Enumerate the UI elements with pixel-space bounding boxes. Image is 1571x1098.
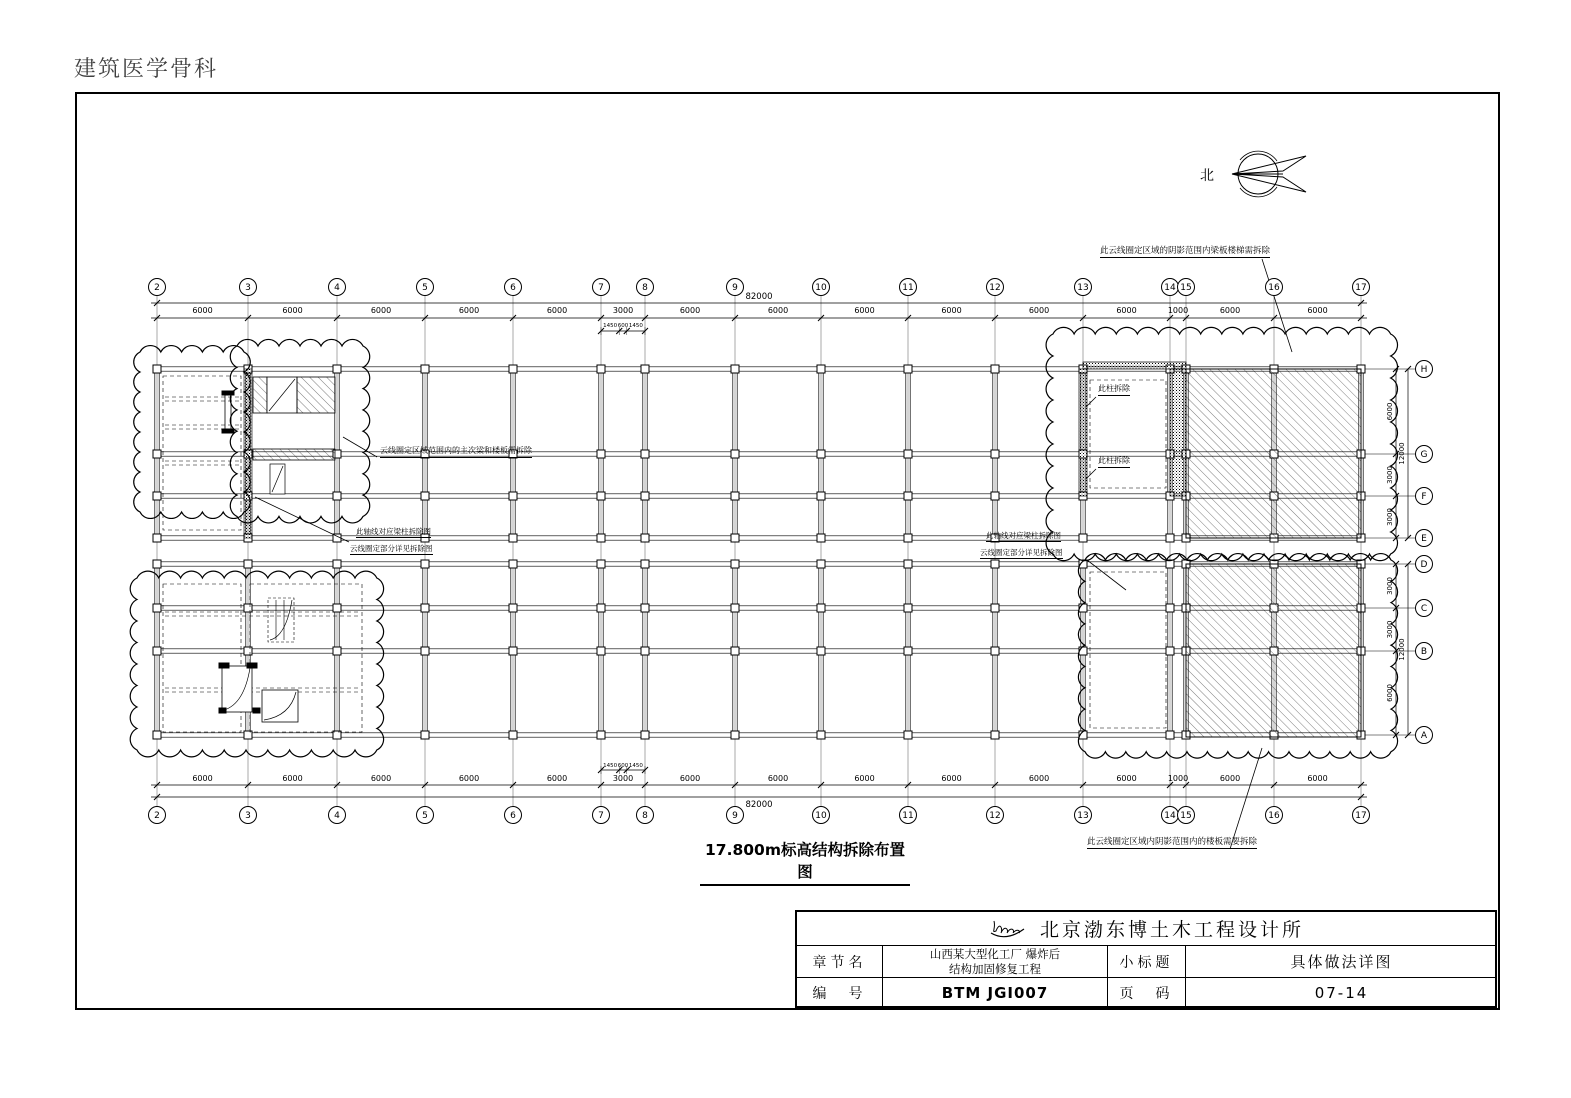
- drawing-title: 17.800m标高结构拆除布置图: [700, 838, 910, 886]
- svg-text:6: 6: [510, 283, 516, 293]
- svg-text:6000: 6000: [679, 774, 701, 783]
- dimensions-and-axis-bubbles: [149, 279, 1433, 824]
- svg-text:6000: 6000: [1219, 306, 1241, 315]
- svg-text:6000: 6000: [1386, 402, 1394, 421]
- svg-text:13: 13: [1077, 811, 1089, 821]
- annotation-pair-right-line1: 此轴线对应梁柱拆除图: [986, 532, 1061, 542]
- svg-text:6000: 6000: [1307, 774, 1328, 783]
- chapter-label: 章节名: [797, 946, 882, 978]
- svg-text:6000: 6000: [370, 306, 392, 315]
- svg-text:6000: 6000: [282, 774, 303, 783]
- svg-text:3000: 3000: [1386, 577, 1394, 595]
- sheet-header-text: 建筑医学骨科: [74, 57, 219, 82]
- svg-text:6000: 6000: [192, 306, 213, 315]
- svg-text:6000: 6000: [1116, 774, 1137, 783]
- svg-text:8: 8: [642, 283, 648, 293]
- svg-text:B: B: [1420, 647, 1428, 657]
- svg-text:7: 7: [598, 811, 604, 821]
- svg-text:8: 8: [642, 811, 648, 821]
- annotation-column-demolish-1: 此柱拆除: [1098, 385, 1130, 396]
- annotation-column-demolish-2: 此柱拆除: [1098, 457, 1130, 468]
- company-logo: [988, 917, 1030, 941]
- svg-text:7: 7: [598, 283, 604, 293]
- number-label: 编 号: [812, 986, 867, 1002]
- svg-text:G: G: [1420, 450, 1428, 460]
- svg-text:3000: 3000: [1386, 466, 1394, 484]
- svg-text:6000: 6000: [282, 306, 303, 315]
- svg-text:A: A: [1420, 731, 1428, 741]
- svg-text:2: 2: [154, 811, 160, 821]
- svg-text:12: 12: [989, 283, 1001, 293]
- annotation-mid-left: 云线圈定区域范围内的主次梁和楼板需拆除: [380, 447, 532, 458]
- svg-text:10: 10: [815, 283, 827, 293]
- company-name: 北京渤东博土木工程设计所: [1039, 919, 1304, 941]
- svg-text:16: 16: [1268, 283, 1280, 293]
- title-block-company-row: [797, 912, 1495, 946]
- svg-text:3000: 3000: [1386, 620, 1394, 639]
- north-arrow-icon: [1232, 151, 1306, 197]
- svg-text:15: 15: [1180, 283, 1192, 293]
- svg-text:H: H: [1420, 365, 1428, 375]
- svg-text:1450: 1450: [628, 323, 643, 329]
- svg-text:3: 3: [245, 811, 251, 821]
- annotation-top-right: 此云线圈定区域的阴影范围内梁板楼梯需拆除: [1100, 247, 1270, 258]
- svg-text:6000: 6000: [854, 306, 875, 315]
- svg-text:1450: 1450: [603, 323, 618, 329]
- subtitle-label: 小标题: [1107, 946, 1185, 978]
- svg-text:12: 12: [989, 811, 1001, 821]
- svg-text:6000: 6000: [679, 306, 701, 315]
- svg-text:5: 5: [422, 811, 428, 821]
- svg-text:12000: 12000: [1398, 638, 1406, 661]
- svg-text:3000: 3000: [1386, 508, 1394, 526]
- svg-text:17: 17: [1355, 283, 1367, 293]
- svg-text:6000: 6000: [1028, 306, 1050, 315]
- subtitle-value: 具体做法详图: [1185, 946, 1497, 978]
- svg-text:6000: 6000: [1307, 306, 1328, 315]
- svg-text:11: 11: [902, 283, 914, 293]
- svg-text:6000: 6000: [370, 774, 392, 783]
- svg-text:6000: 6000: [192, 774, 213, 783]
- svg-text:1450: 1450: [603, 763, 618, 769]
- svg-text:9: 9: [732, 811, 738, 821]
- svg-text:6000: 6000: [941, 774, 962, 783]
- svg-text:6000: 6000: [767, 774, 789, 783]
- number-value: BTM JGI007: [882, 978, 1107, 1008]
- svg-text:4: 4: [334, 811, 340, 821]
- svg-text:6000: 6000: [1116, 306, 1137, 315]
- svg-text:E: E: [1421, 534, 1427, 544]
- svg-text:16: 16: [1268, 811, 1280, 821]
- page-value: 07-14: [1185, 978, 1497, 1008]
- svg-text:6000: 6000: [1386, 684, 1394, 702]
- svg-text:2: 2: [154, 283, 160, 293]
- project-name-line1: 山西某大型化工厂 爆炸后: [929, 947, 1061, 962]
- project-name: [882, 946, 1107, 978]
- svg-text:12000: 12000: [1398, 442, 1406, 465]
- svg-text:6000: 6000: [1219, 774, 1241, 783]
- svg-text:6000: 6000: [1028, 774, 1050, 783]
- svg-text:6000: 6000: [546, 774, 568, 783]
- svg-text:14: 14: [1164, 811, 1176, 821]
- svg-text:5: 5: [422, 283, 428, 293]
- svg-text:82000: 82000: [745, 800, 773, 810]
- project-name-line2: 结构加固修复工程: [949, 961, 1041, 976]
- svg-text:C: C: [1420, 604, 1428, 614]
- svg-text:3: 3: [245, 283, 251, 293]
- svg-text:4: 4: [334, 283, 340, 293]
- annotation-bottom-right: 此云线圈定区域内阴影范围内的楼板需要拆除: [1087, 838, 1257, 849]
- svg-text:600: 600: [617, 323, 629, 329]
- north-label: 北: [1200, 168, 1214, 184]
- svg-text:1000: 1000: [1167, 306, 1189, 315]
- svg-text:6000: 6000: [941, 306, 962, 315]
- svg-text:9: 9: [732, 283, 738, 293]
- svg-text:14: 14: [1164, 283, 1176, 293]
- svg-text:10: 10: [815, 811, 827, 821]
- svg-text:1000: 1000: [1167, 774, 1189, 783]
- svg-text:11: 11: [902, 811, 914, 821]
- svg-text:6000: 6000: [767, 306, 789, 315]
- annotation-pair-left-line1: 此轴线对应梁柱拆除图: [356, 528, 431, 538]
- svg-text:6: 6: [510, 811, 516, 821]
- svg-text:6000: 6000: [458, 774, 480, 783]
- svg-text:F: F: [1421, 492, 1427, 502]
- svg-text:6000: 6000: [546, 306, 568, 315]
- svg-text:82000: 82000: [745, 292, 773, 302]
- title-block: [795, 910, 1497, 1008]
- svg-text:3000: 3000: [612, 774, 634, 783]
- svg-text:3000: 3000: [612, 306, 634, 315]
- svg-text:13: 13: [1077, 283, 1089, 293]
- annotation-pair-left-line2: 云线圈定部分详见拆除图: [350, 545, 433, 555]
- svg-text:6000: 6000: [458, 306, 480, 315]
- svg-text:1450: 1450: [628, 763, 643, 769]
- svg-text:600: 600: [617, 763, 629, 769]
- svg-text:D: D: [1420, 560, 1428, 570]
- svg-text:6000: 6000: [854, 774, 875, 783]
- svg-text:15: 15: [1180, 811, 1192, 821]
- annotation-pair-right-line2: 云线圈定部分详见拆除图: [980, 549, 1063, 559]
- page-label: 页 码: [1107, 978, 1185, 1008]
- svg-text:17: 17: [1355, 811, 1367, 821]
